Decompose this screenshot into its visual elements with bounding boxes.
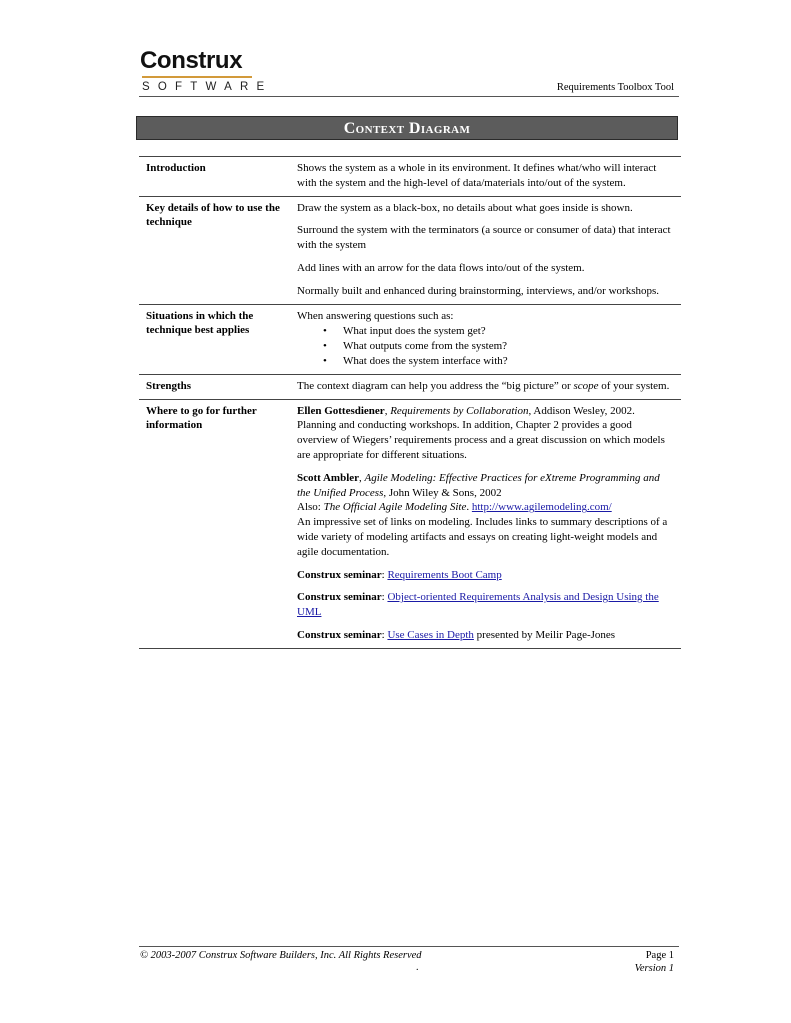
reference-details: , John Wiley & Sons, 2002 [383, 486, 502, 499]
site-title: The Official Agile Modeling Site [323, 501, 467, 514]
seminar-label: Construx seminar [297, 591, 382, 604]
footer-copyright: © 2003-2007 Construx Software Builders, Inc. All Rights Reserved [140, 950, 422, 961]
also-prefix: Also: [297, 501, 324, 514]
footer-dot: . [416, 962, 419, 973]
seminar-link-requirements-boot-camp[interactable]: Requirements Boot Camp [387, 568, 502, 581]
separator: : [381, 628, 388, 641]
separator: : [381, 568, 388, 581]
construx-logo [140, 47, 273, 94]
key-detail-paragraph: Add lines with an arrow for the data flows into/out of the system. [297, 261, 585, 274]
row-label: Where to go for further information [146, 404, 257, 432]
strengths-text [297, 379, 675, 394]
row-content [297, 404, 681, 643]
seminar-link-oo-requirements[interactable]: Object-oriented Requirements Analysis and Design Using the UML [297, 591, 659, 619]
seminar-label: Construx seminar [297, 568, 382, 581]
row-label: Key details of how to use the technique [146, 201, 280, 229]
header-tool-title: Requirements Toolbox Tool [556, 82, 674, 93]
reference-title: Agile Modeling: Effective Practices for eXtreme Programming and the Unified Process [297, 471, 660, 499]
agilemodeling-link[interactable]: http://www.agilemodeling.com/ [471, 501, 612, 514]
reference-gottesdiener [297, 404, 675, 463]
reference-title: Requirements by Collaboration [390, 404, 529, 417]
seminar-entry [297, 568, 675, 583]
seminar-link-use-cases[interactable]: Use Cases in Depth [387, 628, 474, 641]
logo-subtitle: SOFTWARE [142, 81, 273, 93]
seminar-entry [297, 590, 675, 620]
situations-intro: When answering questions such as: [297, 309, 454, 322]
key-detail-paragraph: Surround the system with the terminators (a source or consumer of data) that interact with the system [297, 224, 671, 252]
list-item: • What does the system interface with? [297, 354, 675, 369]
separator: : [381, 591, 388, 604]
footer-page-number: Page 1 [645, 950, 674, 961]
row-content [297, 161, 681, 191]
list-item: • What input does the system get? [297, 324, 675, 339]
logo-name: Construx [140, 47, 243, 74]
seminar-entry [297, 628, 675, 643]
footer-divider [139, 946, 679, 947]
table-row-strengths [139, 375, 681, 400]
strengths-text-a: The context diagram can help you address the “big picture” or [297, 379, 574, 392]
row-label: Introduction [146, 162, 206, 174]
key-detail-paragraph: Normally built and enhanced during brainstorming, interviews, and/or workshops. [297, 284, 660, 297]
table-row-situations [139, 305, 681, 375]
logo-rule [142, 76, 252, 78]
table-row-key-details [139, 197, 681, 305]
seminar-label: Construx seminar [297, 628, 382, 641]
seminar-suffix: presented by Meilir Page-Jones [473, 628, 616, 641]
table-row-further-info [139, 400, 681, 649]
separator: , [359, 471, 365, 484]
technique-table [139, 157, 681, 649]
strengths-emphasis: scope [573, 379, 599, 392]
separator: , [384, 404, 391, 417]
row-content [297, 309, 681, 369]
page-title: Context Diagram [343, 120, 471, 137]
header-divider [139, 96, 679, 97]
row-label: Strengths [146, 379, 192, 392]
row-content [297, 201, 681, 299]
reference-description: An impressive set of links on modeling. Includes links to summary descriptions of a wide variety of modeling artifacts and essays on creating light-weight models and agile documentation. [297, 516, 668, 558]
footer-version: Version 1 [634, 963, 674, 974]
strengths-text-b: of your system. [598, 379, 670, 392]
reference-details: , Addison Wesley, 2002. Planning and conducting workshops. In addition, Chapter 2 provides a good overview of Wiegers’ requirements process and a great discussion on which models are appropriate for different situations. [297, 404, 665, 461]
reference-ambler [297, 471, 675, 560]
situations-list [297, 324, 675, 368]
row-label: Situations in which the technique best applies [146, 309, 254, 337]
title-bar [136, 116, 678, 140]
separator: . [466, 501, 472, 514]
key-detail-paragraph: Draw the system as a black-box, no details about what goes inside is shown. [297, 201, 633, 214]
row-content [297, 379, 681, 394]
reference-author: Ellen Gottesdiener [297, 404, 385, 417]
list-item: • What outputs come from the system? [297, 339, 675, 354]
reference-author: Scott Ambler [297, 471, 360, 484]
table-row-introduction [139, 157, 681, 197]
introduction-text: Shows the system as a whole in its environment. It defines what/who will interact with the system and the high-level of data/materials into/out of the system. [297, 162, 657, 189]
